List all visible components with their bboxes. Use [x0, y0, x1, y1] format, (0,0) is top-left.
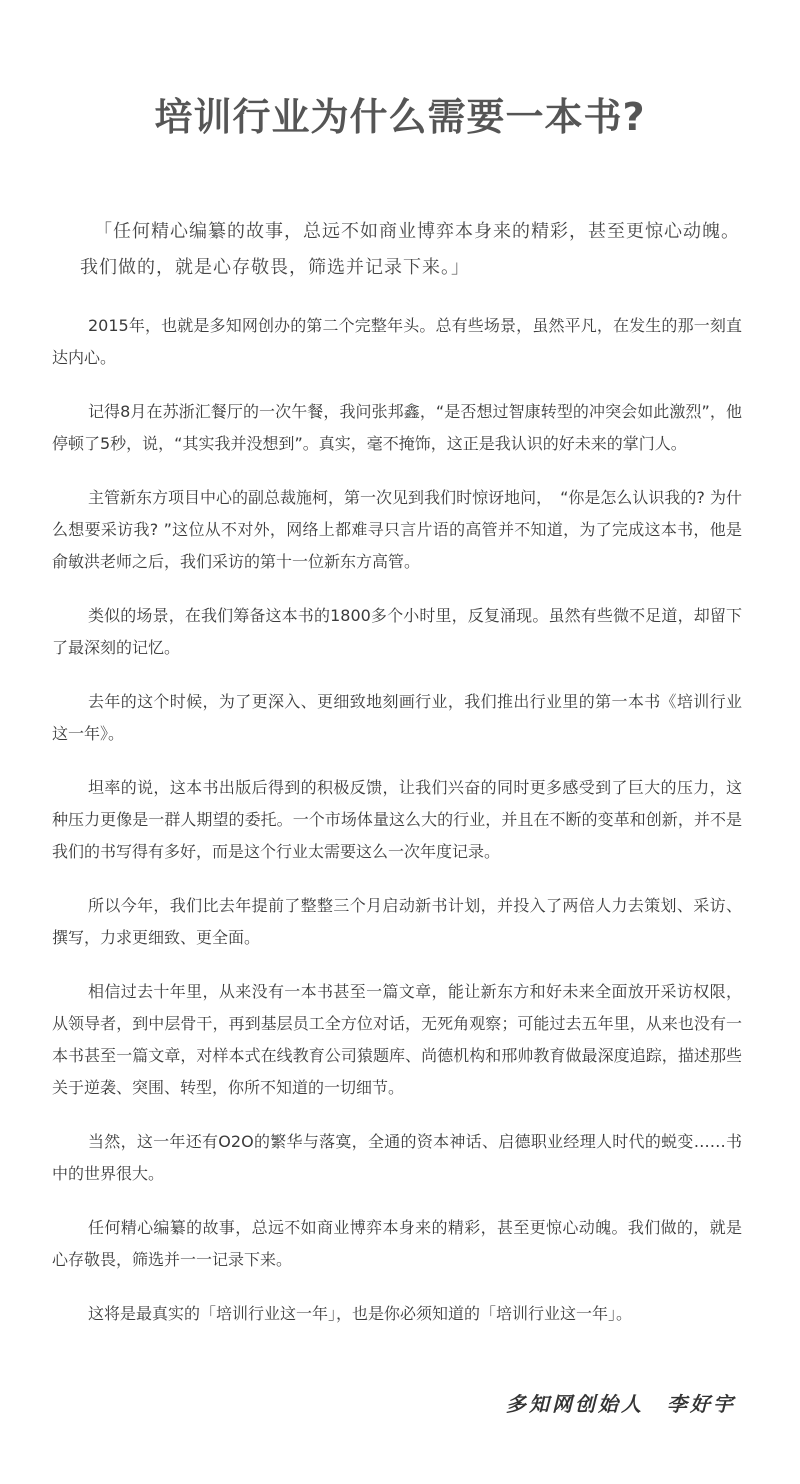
- paragraph-9: 当然，这一年还有O2O的繁华与落寞，全通的资本神话、启德职业经理人时代的蜕变……书中的世界很大。: [52, 1132, 742, 1183]
- page-title: 培训行业为什么需要一本书?: [154, 95, 646, 139]
- paragraph-7: 所以今年，我们比去年提前了整整三个月启动新书计划，并投入了两倍人力去策划、采访、撰写，力求更细致、更全面。: [52, 896, 742, 947]
- paragraph-8: 相信过去十年里，从来没有一本书甚至一篇文章，能让新东方和好未来全面放开采访权限，从领导者，到中层骨干，再到基层员工全方位对话，无死角观察；可能过去五年里，从来也没有一本书甚至一篇文章，对样本式在线教育公司猿题库、尚德机构和邢帅教育做最深度追踪，描述那些关于逆袭、突围、转型，你所不知道的一切细节。: [52, 982, 742, 1097]
- pull-quote: 「任何精心编纂的故事，总远不如商业博弈本身来的精彩，甚至更惊心动魄。我们做的，就是心存敬畏，筛选并记录下来。」: [80, 221, 740, 278]
- paragraph-3: 主管新东方项目中心的副总裁施柯，第一次见到我们时惊讶地问， “你是怎么认识我的? 为什么想要采访我? ”这位从不对外，网络上都难寻只言片语的高管并不知道，为了完成这本书，他是俞敏洪老师之后，我们采访的第十一位新东方高管。: [52, 488, 742, 571]
- paragraph-5: 去年的这个时候，为了更深入、更细致地刻画行业，我们推出行业里的第一本书《培训行业这一年》。: [52, 692, 742, 743]
- author-signature: 多知网创始人 李好宇: [506, 1392, 736, 1416]
- paragraph-2: 记得8月在苏浙汇餐厅的一次午餐，我问张邦鑫，“是否想过智康转型的冲突会如此激烈”，他停顿了5秒，说，“其实我并没想到”。真实，毫不掩饰，这正是我认识的好未来的掌门人。: [52, 402, 742, 453]
- paragraph-10: 任何精心编纂的故事，总远不如商业博弈本身来的精彩，甚至更惊心动魄。我们做的，就是心存敬畏，筛选并一一记录下来。: [52, 1218, 742, 1269]
- paragraph-4: 类似的场景，在我们筹备这本书的1800多个小时里，反复涌现。虽然有些微不足道，却留下了最深刻的记忆。: [52, 606, 742, 657]
- paragraph-1: 2015年，也就是多知网创办的第二个完整年头。总有些场景，虽然平凡，在发生的那一刻直达内心。: [52, 316, 742, 367]
- paragraph-11: 这将是最真实的「培训行业这一年」，也是你必须知道的「培训行业这一年」。: [88, 1304, 633, 1323]
- paragraph-6: 坦率的说，这本书出版后得到的积极反馈，让我们兴奋的同时更多感受到了巨大的压力，这种压力更像是一群人期望的委托。一个市场体量这么大的行业，并且在不断的变革和创新，并不是我们的书写得有多好，而是这个行业太需要这么一次年度记录。: [52, 778, 742, 861]
- article-body: [52, 310, 742, 1352]
